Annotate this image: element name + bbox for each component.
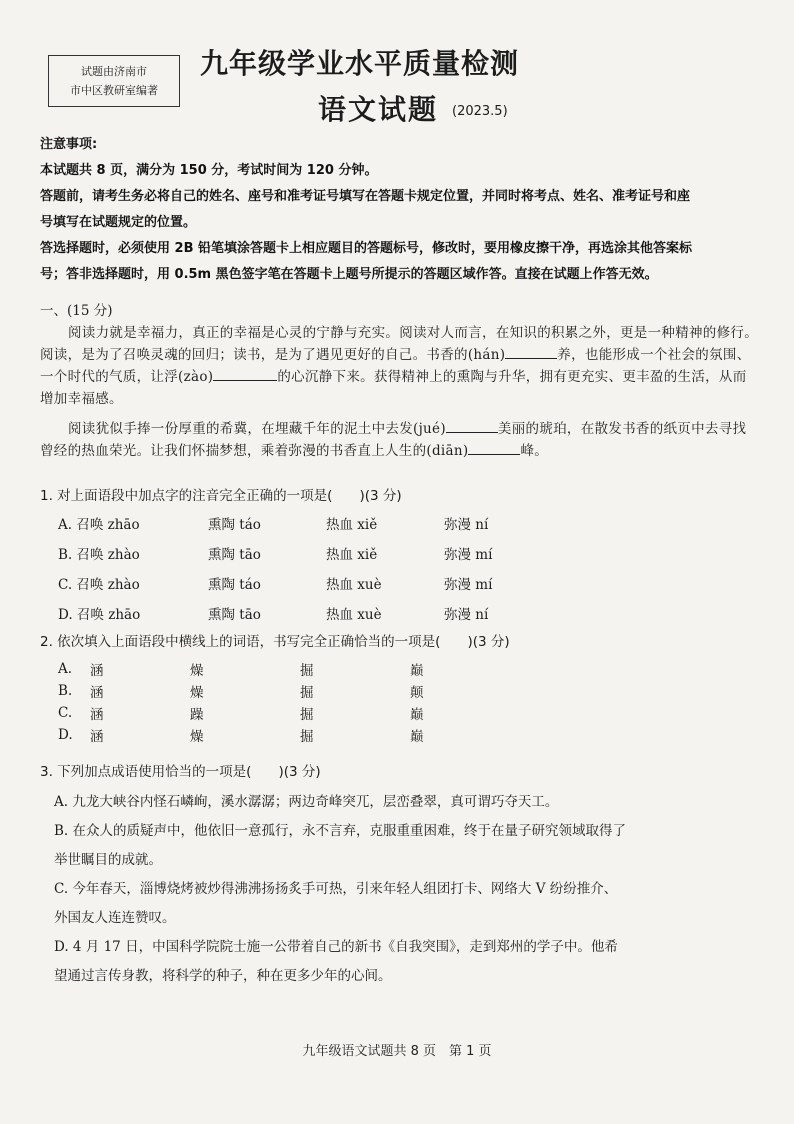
option-cell: 掘 bbox=[300, 729, 314, 745]
option-cell: 燥 bbox=[190, 663, 204, 679]
question-options bbox=[58, 508, 770, 628]
option-line: 举世瞩目的成就。 bbox=[54, 852, 162, 868]
option-cell: 弥漫 ní bbox=[444, 607, 489, 623]
instructions bbox=[40, 132, 760, 288]
option-cell: 熏陶 táo bbox=[208, 517, 261, 533]
option-row bbox=[58, 538, 770, 568]
option-row bbox=[58, 598, 770, 628]
option-line: 望通过言传身教，将科学的种子，种在更多少年的心间。 bbox=[54, 968, 392, 984]
question-options bbox=[58, 658, 770, 746]
exam-date: (2023.5) bbox=[452, 103, 508, 119]
exam-subtitle bbox=[318, 88, 508, 128]
option-cell: 掘 bbox=[300, 707, 314, 723]
question-stem: 1. 对上面语段中加点字的注音完全正确的一项是( )(3 分) bbox=[40, 488, 402, 504]
option-cell: 涵 bbox=[90, 685, 104, 701]
pinyin-han: (hán) bbox=[467, 347, 506, 363]
option-cell: 掘 bbox=[300, 685, 314, 701]
option-cell: 掘 bbox=[300, 663, 314, 679]
option-cell: D. 召唤 zhāo bbox=[58, 607, 141, 623]
reading-paragraph-2 bbox=[40, 418, 758, 462]
option-cell: 熏陶 táo bbox=[208, 577, 261, 593]
option-cell: 热血 xiě bbox=[326, 547, 378, 563]
fill-blank bbox=[468, 440, 520, 455]
option-line: C. 今年春天，淄博烧烤被炒得沸沸扬扬炙手可热，引来年轻人组团打卡、网络大 V 纷纷推介、 bbox=[54, 881, 618, 897]
question-stem: 3. 下列加点成语使用恰当的一项是( )(3 分) bbox=[40, 764, 321, 780]
option-cell: 燥 bbox=[190, 729, 204, 745]
option-cell: 熏陶 tāo bbox=[208, 607, 261, 623]
question-stem: 2. 依次填入上面语段中横线上的词语，书写完全正确恰当的一项是( )(3 分) bbox=[40, 634, 510, 650]
para-text: 阅读力就是幸福力，真正的幸福是心灵的宁静与充实。阅读对人而言，在知识的积累之外，更是一种精神的修行。阅读，是为了召唤灵魂的回归；读书，是为了遇见更好的自己。书香的 bbox=[40, 325, 758, 363]
option-row bbox=[58, 680, 770, 702]
option-cell: 热血 xiě bbox=[326, 517, 378, 533]
option-cell: A. bbox=[58, 661, 73, 677]
option-row bbox=[58, 568, 770, 598]
para-text: 养，也能形成一个社会的氛围、一个时代的气质，让浮(zào) bbox=[40, 347, 751, 385]
option-row bbox=[58, 724, 770, 746]
option-cell: 巅 bbox=[410, 707, 424, 723]
option-row bbox=[58, 658, 770, 680]
instruction-line: 答选择题时，必须使用 2B 铅笔填涂答题卡上相应题目的答题标号，修改时，要用橡皮擦干净，再选涂其他答案标 bbox=[40, 241, 693, 256]
option-cell: 巅 bbox=[410, 663, 424, 679]
option-cell: 巅 bbox=[410, 729, 424, 745]
option-cell: C. bbox=[58, 705, 73, 721]
option-cell: 弥漫 ní bbox=[444, 517, 489, 533]
instruction-line: 号；答非选择题时，用 0.5m 黑色签字笔在答题卡上题号所提示的答题区域作答。直接在试题上作答无效。 bbox=[40, 267, 658, 282]
option-cell: 熏陶 tāo bbox=[208, 547, 261, 563]
option-cell: 热血 xuè bbox=[326, 607, 382, 623]
question-1 bbox=[40, 484, 770, 628]
instruction-line: 号填写在试题规定的位置。 bbox=[40, 215, 197, 230]
question-3 bbox=[40, 760, 770, 991]
para-text: 美丽的琥珀，在散发书香的纸页中去寻找曾经的热血荣光。让我们怀揣梦想，乘着弥漫的书香直上人生的(diān) bbox=[40, 421, 747, 459]
option-cell: 涵 bbox=[90, 707, 104, 723]
fill-blank bbox=[505, 344, 557, 359]
option-cell: 涵 bbox=[90, 729, 104, 745]
option-cell: 颠 bbox=[410, 685, 424, 701]
reading-paragraph-1 bbox=[40, 322, 758, 410]
option-row bbox=[58, 702, 770, 724]
instruction-line: 答题前，请考生务必将自己的姓名、座号和准考证号填写在答题卡规定位置，并同时将考点、姓名、准考证号和座 bbox=[40, 189, 691, 204]
option-cell: 躁 bbox=[190, 707, 204, 723]
subject-title: 语文试题 bbox=[318, 93, 439, 126]
instruction-line: 本试题共 8 页，满分为 150 分，考试时间为 120 分钟。 bbox=[40, 163, 378, 178]
question-options bbox=[54, 788, 754, 991]
editor-stamp-box bbox=[48, 55, 180, 107]
section-heading: 一、(15 分) bbox=[40, 303, 113, 319]
option-line: B. 在众人的质疑声中，他依旧一意孤行，永不言弃，克服重重困难，终于在量子研究领域取得了 bbox=[54, 823, 627, 839]
stamp-line-2: 市中区教研室编著 bbox=[70, 84, 158, 97]
option-cell: 热血 xuè bbox=[326, 577, 382, 593]
option-cell: 涵 bbox=[90, 663, 104, 679]
option-cell: 弥漫 mí bbox=[444, 577, 493, 593]
page-footer: 九年级语文试题共 8 页 第 1 页 bbox=[302, 1044, 492, 1059]
option-cell: 弥漫 mí bbox=[444, 547, 493, 563]
option-cell: D. bbox=[58, 727, 73, 743]
para-text: 的心沉静下来。获得精神上的熏陶与升华，拥有更充实、更丰盈的生活，从而增加幸福感。 bbox=[40, 369, 747, 407]
option-row bbox=[58, 508, 770, 538]
fill-blank bbox=[446, 418, 498, 433]
option-line: D. 4 月 17 日，中国科学院院士施一公带着自己的新书《自我突围》，走到郑州的学子中。他希 bbox=[54, 939, 618, 955]
fill-blank bbox=[213, 366, 277, 381]
stamp-line-1: 试题由济南市 bbox=[81, 65, 147, 78]
para-text: 阅读犹似手捧一份厚重的希冀，在埋藏千年的泥土中去发(jué) bbox=[68, 421, 446, 437]
option-line: A. 九龙大峡谷内怪石嶙峋，溪水潺潺；两边奇峰突兀，层峦叠翠，真可谓巧夺天工。 bbox=[54, 794, 559, 810]
para-text: 峰。 bbox=[520, 443, 549, 459]
instructions-heading: 注意事项: bbox=[40, 137, 98, 152]
option-cell: 燥 bbox=[190, 685, 204, 701]
option-cell: B. bbox=[58, 683, 73, 699]
option-cell: C. 召唤 zhào bbox=[58, 577, 140, 593]
question-2 bbox=[40, 630, 770, 746]
section-one bbox=[40, 300, 758, 462]
option-cell: A. 召唤 zhāo bbox=[58, 517, 140, 533]
option-cell: B. 召唤 zhào bbox=[58, 547, 140, 563]
option-line: 外国友人连连赞叹。 bbox=[54, 910, 176, 926]
exam-title: 九年级学业水平质量检测 bbox=[200, 47, 520, 80]
